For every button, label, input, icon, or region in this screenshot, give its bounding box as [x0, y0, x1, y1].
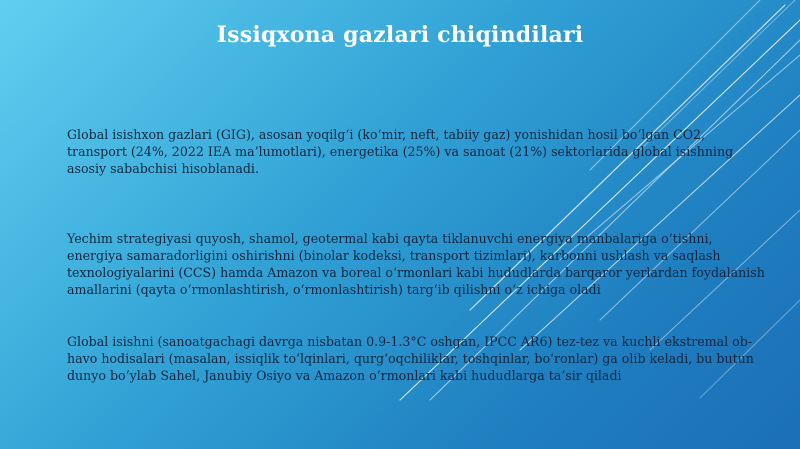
paragraph-climate-impacts: Global isishni (sanoatgachagi davrga nisbatan 0.9-1.3°C oshgan, IPCC AR6) tez-tez va kuchli ekstremal ob-havo hodisalari (masalan, issiqlik to‘lqinlari, qurg‘oqchiliklar, toshqinlar, bo‘ronlar) ga olib keladi, bu butun dunyo bo‘ylab Sahel, Janubiy Osiyo va Amazon o‘rmonlari kabi hududlarga ta’sir qiladi: [67, 334, 754, 383]
slide-title: Issiqxona gazlari chiqindilari: [216, 22, 584, 48]
paragraph-emissions-sources: Global isishxon gazlari (GIG), asosan yoqilg‘i (ko‘mir, neft, tabiiy gaz) yonishidan hosil bo‘lgan CO2, transport (24%, 2022 IEA ma’lumotlari), energetika (25%) va sanoat (21%) sektorlarida global isishning asosiy sababchisi hisoblanadi.: [67, 127, 734, 176]
paragraph-solution-strategy: Yechim strategiyasi quyosh, shamol, geotermal kabi qayta tiklanuvchi energiya manbalariga o‘tishni, energiya samaradorligini oshirishni (binolar kodeksi, transport tizimlari), karbonni ushlash va saqlash texnologiyalarini (CCS) hamda Amazon va boreal o‘rmonlari kabi hududlarda barqaror yerlardan foydalanish amallarini (qayta o‘rmonlashtirish, o‘rmonlashtirish) targ‘ib qilishni o‘z ichiga oladi: [67, 231, 765, 297]
